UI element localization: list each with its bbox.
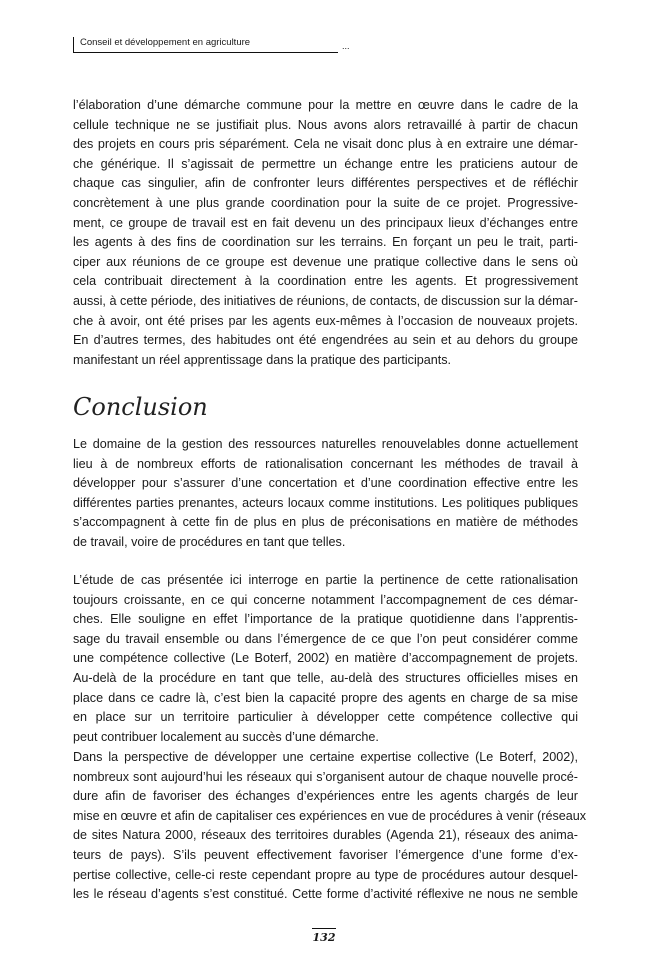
paragraph-conclusion-1 xyxy=(73,435,578,553)
running-header xyxy=(73,37,350,53)
text-line: Le domaine de la gestion des ressources naturelles renouvelables donne actuellement xyxy=(73,437,578,451)
text-line: concrètement à une plus grande coordination pour la suite de ce projet. Progressive- xyxy=(73,195,578,210)
text-line: chaque cas singulier, afin de confronter leurs différentes perspectives et de réfléchir xyxy=(73,176,578,191)
text-line: en place sur un territoire particulier à développer cette compétence collective qui xyxy=(73,710,578,725)
text-line: En d’autres termes, des habitudes ont été engendrées au sein et au dehors du groupe xyxy=(73,333,578,348)
text-line: les agents à des fins de coordination sur les terrains. En forçant un peu le trait, parti- xyxy=(73,235,578,250)
text-line: mise en œuvre et afin de capitaliser ces expériences en vue de procédures à venir (réseaux xyxy=(73,808,587,823)
text-line: dure afin de favoriser des échanges d’expériences entre les agents chargés de leur xyxy=(73,789,578,804)
text-line: de travail, voire de procédures en tant que telles. xyxy=(73,534,346,549)
text-line: Au-delà de la procédure en tant que telle, au-delà des structures officielles mises en xyxy=(73,670,578,685)
text-line: des projets en cours pris séparément. Cela ne visait donc plus à en extraire une démar- xyxy=(73,137,578,152)
text-line: toujours croissante, en ce qui concerne notamment l’accompagnement de ces démar- xyxy=(73,592,578,607)
text-line: ches. Elle souligne en effet l’importance de la pratique quotidienne dans l’apprentis- xyxy=(73,612,578,627)
paragraph-intro xyxy=(73,96,578,370)
text-line: développer pour s’assurer d’une concertation et d’une coordination effective entre les xyxy=(73,476,578,491)
text-line: cela contribuait directement à la coordination entre les agents. Et progressivement xyxy=(73,274,578,289)
text-line: aussi, à cette période, des initiatives de réunions, de contacts, de discussion sur la démar- xyxy=(73,293,578,308)
text-line: de sites Natura 2000, réseaux des territoires durables (Agenda 21), réseaux des anima- xyxy=(73,828,578,843)
text-line: che à avoir, ont été prises par les agents eux-mêmes à l’occasion de nouveaux projets. xyxy=(73,313,578,328)
text-line: L’étude de cas présentée ici interroge en partie la pertinence de cette rationalisation xyxy=(73,573,578,587)
text-line: s’accompagnent à cette fin de plus en plus de préconisations en matière de méthodes xyxy=(73,515,578,530)
section-heading: Conclusion xyxy=(73,393,208,421)
page-number: 132 xyxy=(312,928,336,944)
text-line: ciper aux réunions de ce groupe est devenue une pratique collective dans le sens où xyxy=(73,254,578,269)
paragraph-conclusion-3 xyxy=(73,748,587,905)
text-line: l’élaboration d’une démarche commune pour la mettre en œuvre dans le cadre de la xyxy=(73,98,578,112)
text-line: les le réseau d’agents s’est constitué. Cette forme d’activité réflexive ne nous ne semble xyxy=(73,887,578,902)
text-line: différentes parties prenantes, acteurs locaux comme institutions. Les politiques publiques xyxy=(73,495,578,510)
text-line: lieu à de nombreux efforts de rationalisation concernant les méthodes de travail à xyxy=(73,456,578,471)
text-line: peut contribuer localement au succès d’une démarche. xyxy=(73,729,379,744)
running-title: Conseil et développement en agriculture xyxy=(80,37,251,48)
text-line: manifestant un réel apprentissage dans la pratique des participants. xyxy=(73,352,452,367)
text-line: pertise collective, celle-ci reste cependant propre au type de procédures autour desquel- xyxy=(73,867,578,882)
text-line: nombreux sont aujourd’hui les réseaux qui s’organisent autour de chaque nouvelle procé- xyxy=(73,769,578,784)
text-line: ment, ce groupe de travail est en fait devenu un des principaux lieux d’échanges entre xyxy=(73,215,578,230)
text-line: teurs de pays). S’ils peuvent effectivement favoriser l’émergence d’une forme d’ex- xyxy=(73,847,578,862)
text-line: che générique. Il s’agissait de permettre un échange entre les praticiens autour de xyxy=(73,156,578,171)
text-line: Dans la perspective de développer une certaine expertise collective (Le Boterf, 2002), xyxy=(73,750,578,764)
text-line: une compétence collective (Le Boterf, 2002) en matière d’accompagnement de projets. xyxy=(73,651,578,666)
text-line: cellule technique ne se justifiait plus. Nous avons alors retravaillé à partir de chacun xyxy=(73,117,578,132)
text-line: place dans ce cadre là, c’est bien la capacité propre des agents en charge de sa mise xyxy=(73,690,578,705)
paragraph-conclusion-2 xyxy=(73,571,578,747)
text-line: sage du travail ensemble ou dans l’émergence de ce que l’on peut considérer comme xyxy=(73,631,578,646)
running-header-ellipsis: ... xyxy=(342,41,350,51)
